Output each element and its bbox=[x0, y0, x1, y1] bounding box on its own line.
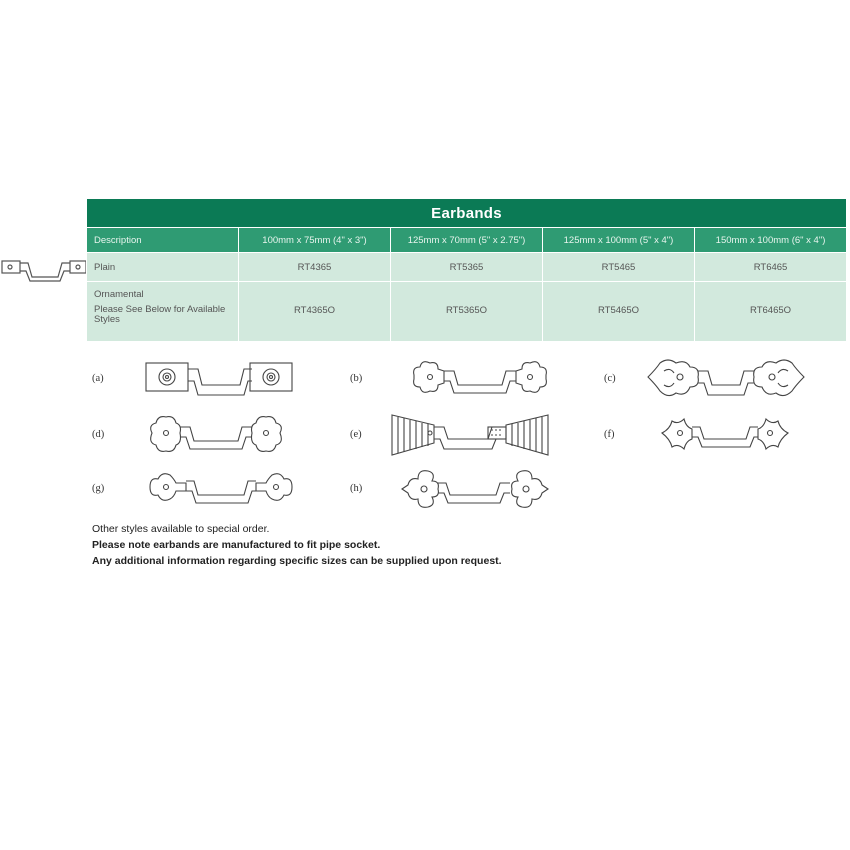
style-item-c bbox=[604, 355, 814, 405]
style-label: (e) bbox=[350, 429, 362, 440]
style-item-f bbox=[604, 411, 814, 461]
plain-earband-drawing bbox=[0, 255, 88, 285]
earband-style-e-icon bbox=[390, 411, 550, 461]
note-pipe-socket: Please note earbands are manufactured to fit pipe socket. bbox=[92, 539, 381, 551]
code-cell: RT5465O bbox=[543, 282, 695, 342]
code-cell: RT4365O bbox=[239, 282, 391, 342]
style-label: (c) bbox=[604, 373, 616, 384]
style-label: (b) bbox=[350, 373, 363, 384]
style-item-g bbox=[92, 465, 302, 515]
earband-style-h-icon bbox=[400, 465, 550, 515]
notes bbox=[92, 521, 792, 569]
style-label: (g) bbox=[92, 483, 105, 494]
code-cell: RT5465 bbox=[543, 253, 695, 282]
code-cell: RT5365 bbox=[391, 253, 543, 282]
row-plain-description: Plain bbox=[87, 253, 239, 282]
style-item-b bbox=[350, 355, 560, 405]
code-cell: RT5365O bbox=[391, 282, 543, 342]
header-description: Description bbox=[87, 228, 239, 253]
code-cell: RT6465 bbox=[695, 253, 847, 282]
earbands-table bbox=[86, 198, 847, 342]
style-label: (f) bbox=[604, 429, 615, 440]
ornamental-styles-grid bbox=[92, 355, 812, 515]
table-row-ornamental bbox=[87, 282, 847, 342]
table-title-row bbox=[87, 199, 847, 228]
header-size-125x100: 125mm x 100mm (5" x 4") bbox=[543, 228, 695, 253]
style-label: (h) bbox=[350, 483, 363, 494]
style-item-d bbox=[92, 411, 302, 461]
header-size-100x75: 100mm x 75mm (4" x 3") bbox=[239, 228, 391, 253]
header-size-150x100: 150mm x 100mm (6" x 4") bbox=[695, 228, 847, 253]
style-item-a bbox=[92, 355, 302, 405]
earband-style-d-icon bbox=[146, 411, 286, 461]
row-ornamental-description bbox=[87, 282, 239, 342]
table-row-plain bbox=[87, 253, 847, 282]
earband-style-b-icon bbox=[410, 355, 550, 405]
table-header-row bbox=[87, 228, 847, 253]
style-label: (d) bbox=[92, 429, 105, 440]
row-ornamental-subtitle: Please See Below for Available Styles bbox=[94, 304, 226, 325]
header-size-125x70: 125mm x 70mm (5" x 2.75") bbox=[391, 228, 543, 253]
style-item-e bbox=[350, 411, 560, 461]
row-ornamental-title: Ornamental bbox=[94, 289, 144, 300]
earband-style-c-icon bbox=[646, 355, 806, 405]
earband-style-g-icon bbox=[146, 465, 296, 515]
earband-style-f-icon bbox=[660, 411, 790, 461]
style-label: (a) bbox=[92, 373, 104, 384]
note-additional-info: Any additional information regarding specific sizes can be supplied upon request. bbox=[92, 555, 502, 567]
code-cell: RT4365 bbox=[239, 253, 391, 282]
earband-style-a-icon bbox=[144, 355, 294, 405]
note-special-order: Other styles available to special order. bbox=[92, 523, 270, 535]
table-title: Earbands bbox=[87, 199, 847, 228]
code-cell: RT6465O bbox=[695, 282, 847, 342]
style-item-h bbox=[350, 465, 560, 515]
